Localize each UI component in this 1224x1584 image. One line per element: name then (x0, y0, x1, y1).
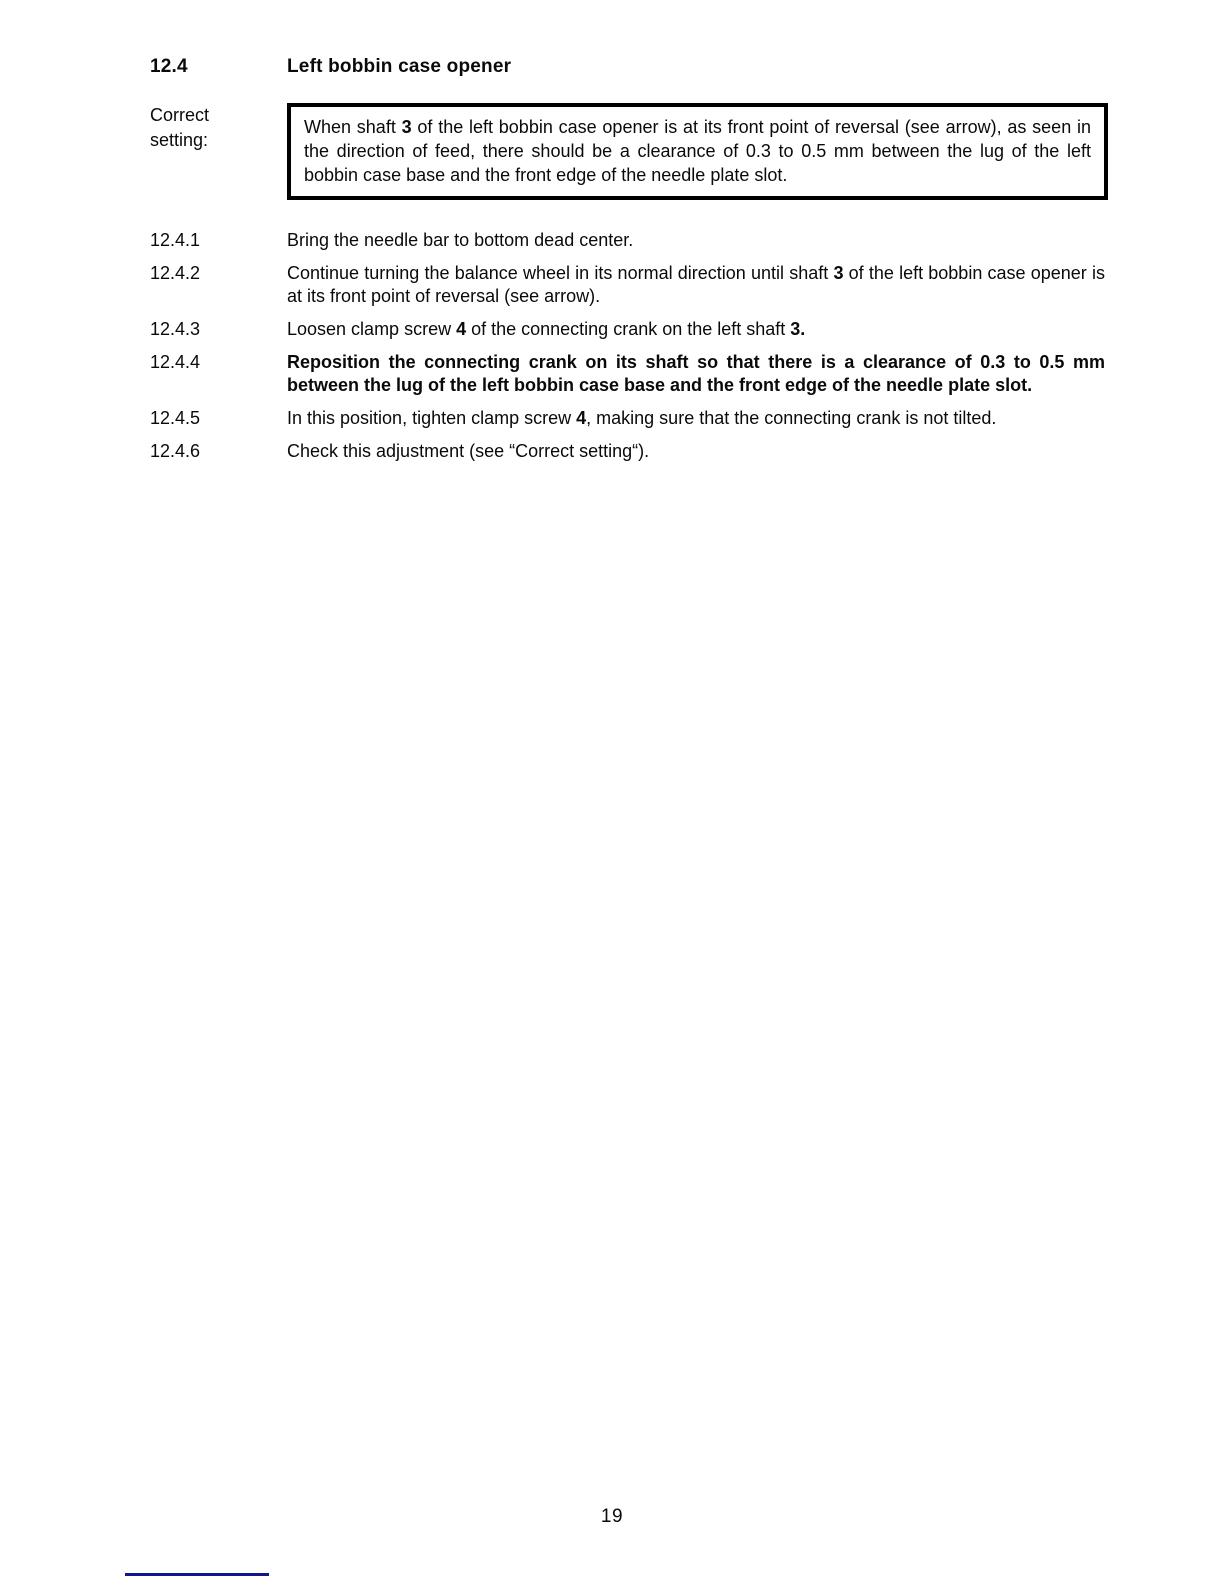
step-number: 12.4.5 (150, 408, 201, 428)
step-text (287, 407, 1105, 430)
page-number: 19 (600, 1506, 624, 1527)
step-text (287, 229, 1105, 252)
text-run: Loosen clamp screw (287, 319, 457, 339)
text-run: Continue turning the balance wheel in its normal direction until shaft (287, 263, 834, 283)
bold-text-run: 4 (576, 408, 587, 428)
footer-divider-line (125, 1573, 269, 1576)
text-run: Check this adjustment (see “Correct setting“). (287, 441, 650, 461)
section-heading (150, 55, 1108, 78)
correct-setting-label-line1: Correct (150, 105, 210, 125)
correct-setting-text (304, 117, 1091, 185)
step-text (287, 318, 1105, 341)
procedure-steps-list (150, 229, 1108, 463)
section-title: Left bobbin case opener (287, 56, 512, 77)
section-number: 12.4 (150, 56, 188, 77)
step-number: 12.4.2 (150, 263, 201, 283)
step-text (287, 351, 1105, 397)
correct-setting-row (150, 103, 1108, 200)
procedure-step (150, 262, 1108, 308)
step-text (287, 262, 1105, 308)
bold-text-run: 4 (456, 319, 467, 339)
bold-text-run: 3 (401, 117, 412, 137)
text-run: of the left bobbin case opener is at its front point of reversal (see arrow), as seen in the direction of feed, there should be a clearance of 0.3 to 0.5 mm between the lug of the left bobbin case base and the front edge of the needle plate slot. (304, 117, 1091, 185)
procedure-step (150, 351, 1108, 397)
correct-setting-label (150, 103, 287, 153)
correct-setting-label-line2: setting: (150, 130, 209, 150)
step-text (287, 440, 1105, 463)
text-run: In this position, tighten clamp screw (287, 408, 577, 428)
page-content (150, 55, 1108, 473)
text-run: of the connecting crank on the left shaft (466, 319, 791, 339)
correct-setting-box (287, 103, 1108, 200)
procedure-step (150, 318, 1108, 341)
step-number: 12.4.6 (150, 441, 201, 461)
bold-text-run: Reposition the connecting crank on its shaft so that there is a clearance of 0.3 to 0.5 mm between the lug of the left bobbin case base and the front edge of the needle plate slot. (287, 352, 1105, 395)
procedure-step (150, 407, 1108, 430)
procedure-step (150, 229, 1108, 252)
step-number: 12.4.1 (150, 230, 201, 250)
text-run: , making sure that the connecting crank is not tilted. (586, 408, 997, 428)
text-run: When shaft (304, 117, 402, 137)
procedure-step (150, 440, 1108, 463)
step-number: 12.4.3 (150, 319, 201, 339)
text-run: Bring the needle bar to bottom dead center. (287, 230, 634, 250)
bold-text-run: 3 (833, 263, 844, 283)
bold-text-run: 3. (790, 319, 806, 339)
text-run: of the left bobbin case opener is at its front point of reversal (see arrow). (287, 263, 1105, 306)
step-number: 12.4.4 (150, 352, 201, 372)
